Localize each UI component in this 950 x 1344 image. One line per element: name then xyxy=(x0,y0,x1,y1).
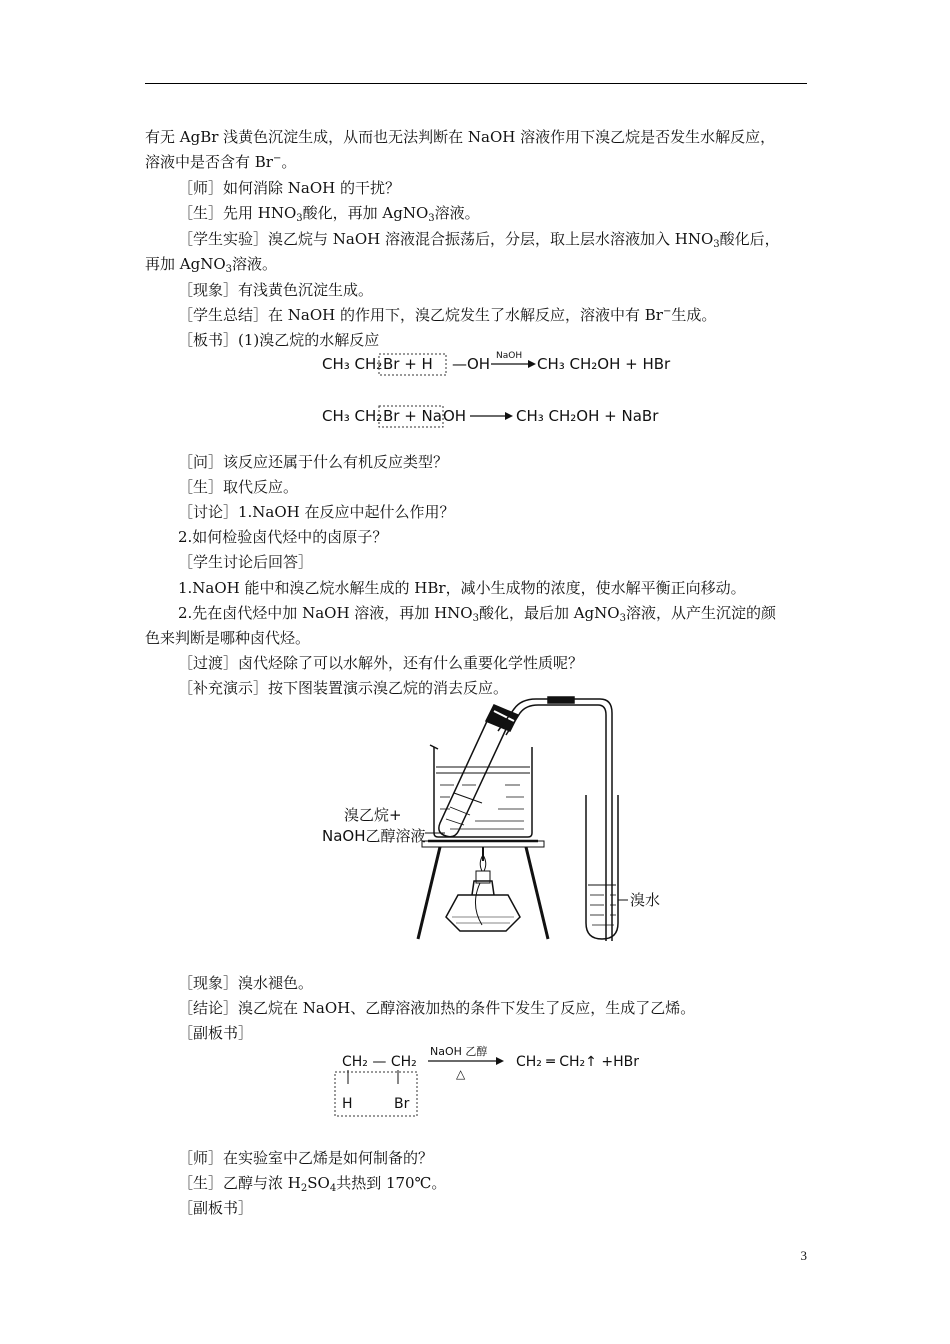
elimination-apparatus-diagram xyxy=(310,695,690,950)
eq1-box: Br + H xyxy=(383,355,433,373)
text-line: ［生］乙醇与浓 $H_2SO_4$共热到 170℃。 xyxy=(178,1174,447,1194)
text-line: 有无 AgBr 浅黄色沉淀生成，从而也无法判断在 NaOH 溶液作用下溴乙烷是否发生水解反应， xyxy=(145,128,776,146)
header-rule xyxy=(145,83,807,84)
text-line: 色来判断是哪种卤代烃。 xyxy=(145,629,311,647)
text-line: 2.如何检验卤代烃中的卤原子？ xyxy=(178,528,388,546)
text-line: ［学生实验］溴乙烷与 NaOH 溶液混合振荡后，分层，取上层水溶液加入 $HNO_3$酸化后， xyxy=(178,230,780,250)
label-naoh-ethanol: NaOH乙醇溶液 xyxy=(322,827,426,845)
text-line: ［讨论］1.NaOH 在反应中起什么作用？ xyxy=(178,503,455,521)
eq3-h: H xyxy=(342,1096,353,1112)
text-line: ［结论］溴乙烷在 NaOH、乙醇溶液加热的条件下发生了反应，生成了乙烯。 xyxy=(178,999,696,1017)
text-line: ［过渡］卤代烃除了可以水解外，还有什么重要化学性质呢？ xyxy=(178,654,584,672)
text-line: ［板书］(1)溴乙烷的水解反应 xyxy=(178,331,380,349)
text-line: ［副板书］ xyxy=(178,1199,254,1217)
delivery-tube xyxy=(506,705,606,941)
text-line: ［师］如何消除 NaOH 的干扰？ xyxy=(178,179,400,197)
label-bromine-water: 溴水 xyxy=(630,891,661,909)
text-line: ［现象］溴水褪色。 xyxy=(178,974,314,992)
eq1-oh: —OH xyxy=(452,355,491,373)
receiving-tube xyxy=(586,795,618,939)
eq3-cond-bottom: △ xyxy=(456,1067,466,1081)
eq1-right: CH₃ CH₂OH + HBr xyxy=(537,355,671,373)
text-line: ［生］取代反应。 xyxy=(178,478,299,496)
eq1-condition: NaOH xyxy=(496,351,523,361)
eq3-br: Br xyxy=(394,1096,410,1112)
elimination-equation xyxy=(330,1040,670,1124)
eq3-cond-top: NaOH 乙醇 xyxy=(430,1045,488,1058)
text-line: ［问］该反应还属于什么有机反应类型？ xyxy=(178,453,449,471)
text-line: ［补充演示］按下图装置演示溴乙烷的消去反应。 xyxy=(178,679,509,697)
text-line: ［副板书］ xyxy=(178,1024,254,1042)
text-line: ［生］先用 $HNO_3$酸化，再加 AgNO$_3$溶液。 xyxy=(178,204,480,224)
text-line: 1.NaOH 能中和溴乙烷水解生成的 HBr，减小生成物的浓度，使水解平衡正向移动。 xyxy=(178,579,746,597)
label-bromoethane: 溴乙烷+ xyxy=(344,806,402,824)
eq2-oh: OH xyxy=(443,407,467,425)
eq1-left: CH₃ CH₂ xyxy=(322,355,383,373)
eq2-left: CH₃ CH₂ xyxy=(322,407,383,425)
tripod-leg xyxy=(526,847,548,939)
text-line: ［现象］有浅黄色沉淀生成。 xyxy=(178,281,374,299)
eq3-right: CH₂ ═ CH₂↑ +HBr xyxy=(516,1054,639,1070)
text-line: 2.先在卤代烃中加 NaOH 溶液，再加 $HNO_3$酸化，最后加 AgNO$_3$溶液，从产生沉淀的颜 xyxy=(178,604,776,624)
text-line: ［师］在实验室中乙烯是如何制备的？ xyxy=(178,1149,434,1167)
text-line: 溶液中是否含有 Br−。 xyxy=(145,153,297,171)
eq2-right: CH₃ CH₂OH + NaBr xyxy=(516,407,659,425)
beaker xyxy=(434,747,532,837)
hydrolysis-equations xyxy=(300,345,680,435)
text-line: ［学生讨论后回答］ xyxy=(178,553,314,571)
tripod-leg xyxy=(418,847,440,939)
text-line: ［学生总结］在 NaOH 的作用下，溴乙烷发生了水解反应，溶液中有 Br−生成。 xyxy=(178,306,717,324)
alcohol-lamp xyxy=(446,895,520,931)
eq2-box: Br + Na xyxy=(383,407,442,425)
test-tube xyxy=(439,719,507,837)
page-number: 3 xyxy=(800,1248,807,1263)
text-line: 再加 AgNO$_3$溶液。 xyxy=(145,255,278,275)
eq3-top: CH₂ — CH₂ xyxy=(342,1054,417,1070)
